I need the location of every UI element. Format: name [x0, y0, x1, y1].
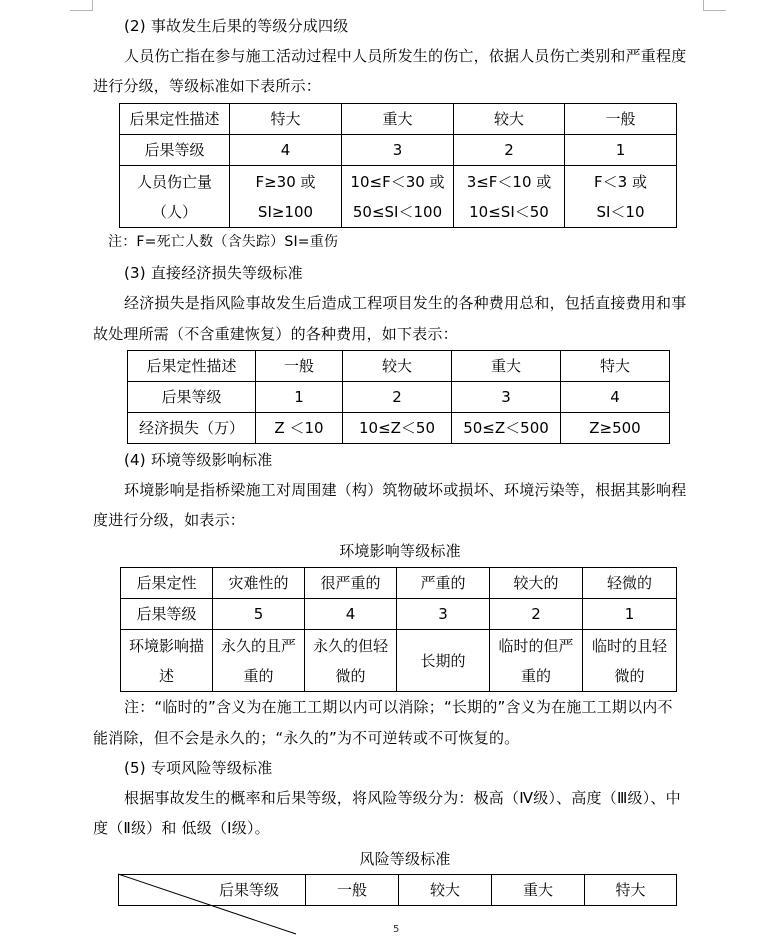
table-cell: 3 [452, 382, 561, 413]
table-cell: 10≤Z＜50 [343, 413, 452, 444]
section3-paragraph-line1: 经济损失是指风险事故发生后造成工程项目发生的各种费用总和，包括直接费用和事 [124, 294, 687, 312]
section4-paragraph-line2: 度进行分级，如表示： [93, 511, 246, 529]
table-cell [454, 166, 565, 228]
table-cell [213, 630, 305, 692]
environment-impact-table [120, 567, 677, 692]
cell-line: 重的 [243, 666, 274, 685]
cell-line: 临时的且轻 [591, 636, 667, 655]
table-cell: Z ＜10 [256, 413, 343, 444]
table-cell: 较大 [399, 875, 492, 906]
table-cell [120, 166, 230, 228]
cell-line: 10≤SI＜50 [469, 202, 549, 221]
table-cell [305, 630, 397, 692]
casualty-grade-table [119, 103, 677, 228]
table-cell: 较大 [454, 104, 565, 135]
table-cell: 特大 [585, 875, 677, 906]
table-cell: 4 [561, 382, 670, 413]
table-cell: 4 [230, 135, 342, 166]
table-cell: 特大 [230, 104, 342, 135]
cell-line: 10≤F＜30 或 [350, 172, 445, 191]
table-cell: 后果等级 [128, 382, 256, 413]
table-cell: 特大 [561, 351, 670, 382]
table-cell: 严重的 [397, 568, 490, 599]
section2-note: 注：F=死亡人数（含失踪）SI=重伤 [108, 234, 339, 250]
section2-paragraph-line1: 人员伤亡指在参与施工活动过程中人员所发生的伤亡，依据人员伤亡类别和严重程度 [124, 47, 687, 65]
cell-line: 人员伤亡量 [136, 172, 212, 191]
table-cell: 重大 [452, 351, 561, 382]
table-cell: 很严重的 [305, 568, 397, 599]
table-cell: 5 [213, 599, 305, 630]
cell-line: SI＜10 [596, 202, 645, 221]
table-cell: 重大 [492, 875, 585, 906]
section4-note-line2: 能消除，但不会是永久的；“永久的”为不可逆转或不可恢复的。 [93, 729, 520, 747]
risk-table-title: 风险等级标准 [359, 850, 451, 868]
table-cell: 50≤Z＜500 [452, 413, 561, 444]
table-cell [565, 166, 677, 228]
section4-heading: (4) 环境等级影响标准 [124, 451, 273, 469]
section2-heading: (2) 事故发生后果的等级分成四级 [124, 17, 349, 35]
cell-line: 永久的但轻 [312, 636, 388, 655]
table-cell: 较大的 [490, 568, 583, 599]
cell-line: 环境影响描 [128, 636, 204, 655]
table-cell: 后果等级 [119, 875, 306, 906]
table-cell [342, 166, 454, 228]
table-cell: 1 [256, 382, 343, 413]
cell-line: 重的 [520, 666, 551, 685]
table-cell: 3 [397, 599, 490, 630]
table-row [120, 104, 677, 135]
section4-note-line1: 注：“临时的”含义为在施工工期以内可以消除；“长期的”含义为在施工工期以内不 [124, 698, 673, 716]
cell-line: 3≤F＜10 或 [466, 172, 552, 191]
cell-line: F≥30 或 [255, 172, 316, 191]
table-cell: 一般 [565, 104, 677, 135]
table-cell: 后果定性描述 [120, 104, 230, 135]
section5-paragraph-line2: 度（Ⅱ级）和 低级（Ⅰ级）。 [93, 819, 270, 837]
table-cell [490, 630, 583, 692]
cell-line: （人） [151, 202, 197, 221]
table-cell: 2 [343, 382, 452, 413]
cell-line: 永久的且严 [220, 636, 296, 655]
economic-loss-table [127, 350, 670, 444]
table-cell: 后果等级 [121, 599, 213, 630]
table-cell: 经济损失（万） [128, 413, 256, 444]
table-cell: 一般 [256, 351, 343, 382]
table-cell: 较大 [343, 351, 452, 382]
environment-table-title: 环境影响等级标准 [339, 542, 461, 560]
section4-paragraph-line1: 环境影响是指桥梁施工对周围建（构）筑物破坏或损坏、环境污染等，根据其影响程 [124, 481, 687, 499]
table-row [128, 351, 670, 382]
table-row [120, 135, 677, 166]
table-row [120, 166, 677, 228]
cell-line: 微的 [614, 666, 645, 685]
cell-line: 临时的但严 [498, 636, 574, 655]
table-cell: 灾难性的 [213, 568, 305, 599]
table-diagonal-line [118, 874, 305, 934]
table-cell: 2 [454, 135, 565, 166]
table-cell: Z≥500 [561, 413, 670, 444]
table-cell [583, 630, 677, 692]
cell-line: 述 [158, 666, 174, 685]
page-corner-mark-right [703, 0, 726, 11]
page-number: 5 [393, 924, 400, 935]
table-cell [230, 166, 342, 228]
table-row [128, 382, 670, 413]
table-row [128, 413, 670, 444]
table-cell: 重大 [342, 104, 454, 135]
page-corner-mark-left [70, 0, 93, 11]
table-cell [121, 630, 213, 692]
section3-heading: (3) 直接经济损失等级标准 [124, 264, 303, 282]
table-cell: 2 [490, 599, 583, 630]
table-cell: 长期的 [397, 630, 490, 692]
section2-paragraph-line2: 进行分级，等级标准如下表所示： [93, 77, 322, 95]
table-cell: 1 [565, 135, 677, 166]
section3-paragraph-line2: 故处理所需（不含重建恢复）的各种费用，如下表示： [93, 325, 458, 343]
cell-line: SI≥100 [257, 202, 314, 221]
table-cell: 后果等级 [120, 135, 230, 166]
table-cell: 3 [342, 135, 454, 166]
section5-paragraph-line1: 根据事故发生的概率和后果等级，将风险等级分为：极高（Ⅳ级）、高度（Ⅲ级）、中 [124, 789, 681, 807]
table-cell: 后果定性 [121, 568, 213, 599]
table-row [121, 599, 677, 630]
table-cell: 轻微的 [583, 568, 677, 599]
cell-line: 50≤SI＜100 [352, 202, 443, 221]
table-row [121, 630, 677, 692]
table-row [121, 568, 677, 599]
cell-line: 微的 [335, 666, 366, 685]
table-cell: 一般 [306, 875, 399, 906]
section5-heading: (5) 专项风险等级标准 [124, 759, 273, 777]
cell-line: F＜3 或 [594, 172, 647, 191]
table-cell: 1 [583, 599, 677, 630]
table-cell: 4 [305, 599, 397, 630]
table-cell: 后果定性描述 [128, 351, 256, 382]
